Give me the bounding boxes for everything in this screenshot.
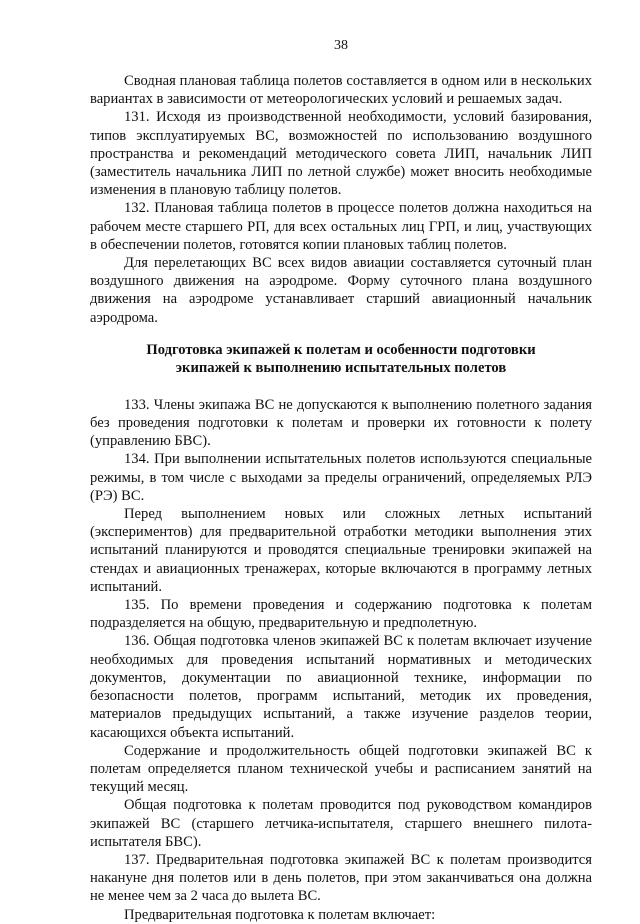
paragraph: Для перелетающих ВС всех видов авиации составляется суточный план воздушного движения на аэродроме. Форму суточного плана воздушного движения на аэродроме устанавливает старший авиационный начальник аэродрома. — [90, 255, 592, 326]
section-heading — [90, 341, 592, 378]
paragraph-137: 137. Предварительная подготовка экипажей ВС к полетам производится накануне дня полетов или в день полетов, при этом заканчиваться она должна не менее чем за 2 часа до вылета ВС. — [90, 851, 592, 905]
paragraph: Предварительная подготовка к полетам включает: — [124, 906, 436, 923]
paragraph-134: 134. При выполнении испытательных полетов используются специальные режимы, в том числе с выходами за пределы ограничений, определяемых РЛЭ (РЭ) ВС. — [90, 451, 592, 504]
paragraph: Сводная плановая таблица полетов составляется в одном или в нескольких вариантах в зависимости от метеорологических условий и решаемых задач. — [90, 73, 592, 108]
paragraph-131: 131. Исходя из производственной необходимости, условий базирования, типов эксплуатируемых ВС, возможностей по использованию воздушного пространства и рекомендаций методического совета ЛИП, начальник ЛИП (заместитель начальника ЛИП по летной службе) может вносить необходимые изменения в плановую таблицу полетов. — [90, 109, 592, 199]
section-heading-line-1: Подготовка экипажей к полетам и особенности подготовки — [146, 341, 536, 358]
paragraph-132: 132. Плановая таблица полетов в процессе полетов должна находиться на рабочем месте старшего РП, для всех остальных лиц ГРП, и лиц, участвующих в обеспечении полетов, готовятся копии плановых таблиц полетов. — [90, 200, 592, 253]
paragraph: Общая подготовка к полетам проводится под руководством командиров экипажей ВС (старшего летчика-испытателя, старшего внешнего пилота-испытателя БВС). — [90, 797, 592, 850]
paragraph: Перед выполнением новых или сложных летных испытаний (экспериментов) для предварительной отработки методики выполнения этих испытаний планируются и проводятся специальные тренировки экипажей на стендах и авиационных тренажерах, которые включаются в программу летных испытаний. — [90, 506, 592, 595]
page-number: 38 — [334, 38, 348, 53]
paragraph-133: 133. Члены экипажа ВС не допускаются к выполнению полетного задания без проведения подготовки к полетам и проверки их готовности к полету (управлению БВС). — [90, 396, 592, 450]
body-text — [90, 72, 592, 924]
paragraph-135: 135. По времени проведения и содержанию подготовка к полетам подразделяется на общую, предварительную и предполетную. — [90, 597, 592, 632]
section-heading-line-2: экипажей к выполнению испытательных полетов — [175, 360, 507, 377]
paragraph: Содержание и продолжительность общей подготовки экипажей ВС к полетам определяется планом технической учебы и расписанием занятий на текущий месяц. — [90, 742, 592, 796]
paragraph-136: 136. Общая подготовка членов экипажей ВС к полетам включает изучение необходимых для проведения испытаний нормативных и методических документов, документации по авиационной технике, информации по безопасности полетов, программ испытаний, методик их проведения, материалов предыдущих испытаний, а также изучение разделов теории, касающихся объекта испытаний. — [90, 633, 592, 741]
